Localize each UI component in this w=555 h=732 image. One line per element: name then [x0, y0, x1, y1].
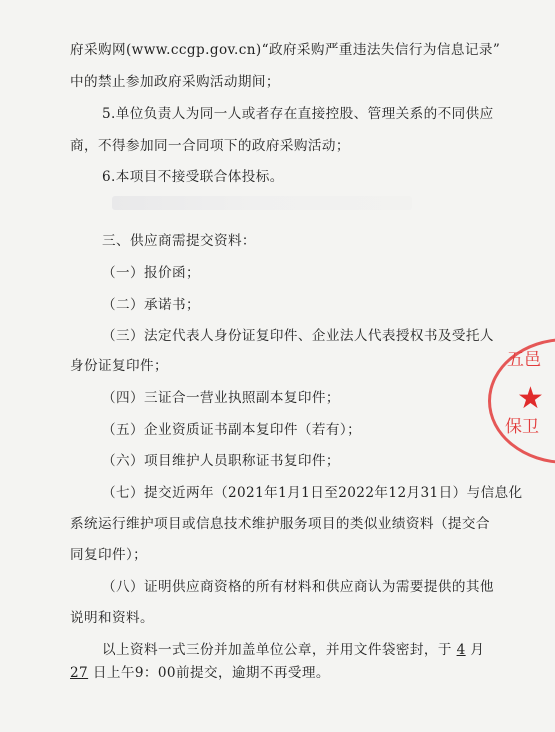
text-line: 6.本项目不接受联合体投标。: [102, 169, 284, 185]
faded-text-smudge: [112, 196, 412, 210]
submission-paragraph-continuation: [70, 664, 330, 682]
list-item: （七）提交近两年（2021年1月1日至2022年12月31日）与信息化: [102, 485, 523, 501]
list-item: （六）项目维护人员职称证书复印件；: [102, 453, 340, 469]
submission-text: 以上资料一式三份并加盖单位公章，并用文件袋密封，于: [102, 642, 452, 658]
text-line: 府采购网(www.ccgp.gov.cn)“政府采购严重违法失信行为信息记录”: [70, 42, 501, 58]
text-line: 中的禁止参加政府采购活动期间；: [70, 74, 280, 90]
list-item: （四）三证合一营业执照副本复印件；: [102, 390, 340, 406]
submission-month-unit: 月: [470, 642, 485, 658]
seal-top-text: 五邑: [507, 350, 541, 370]
submission-month: 4: [456, 642, 466, 658]
list-item-continuation: 身份证复印件；: [70, 358, 168, 374]
text-line: 5.单位负责人为同一人或者存在直接控股、管理关系的不同供应: [102, 106, 494, 122]
submission-deadline: 日上午9：00前提交，逾期不再受理。: [92, 665, 330, 681]
list-item: （八）证明供应商资格的所有材料和供应商认为需要提供的其他: [102, 579, 494, 595]
list-item: （一）报价函；: [102, 265, 200, 281]
list-item-continuation: 说明和资料。: [70, 610, 154, 626]
text-line: 商，不得参加同一合同项下的政府采购活动；: [70, 138, 350, 154]
list-item-continuation: 系统运行维护项目或信息技术维护服务项目的类似业绩资料（提交合: [70, 516, 490, 532]
submission-day: 27: [70, 665, 89, 681]
list-item: （五）企业资质证书副本复印件（若有）；: [102, 422, 362, 438]
list-item-continuation: 同复印件）；: [70, 547, 148, 563]
seal-star-icon: ★: [517, 381, 544, 416]
submission-paragraph: [102, 641, 484, 659]
section-heading: 三、供应商需提交资料：: [102, 233, 256, 249]
list-item: （三）法定代表人身份证复印件、企业法人代表授权书及受托人: [102, 328, 494, 344]
list-item: （二）承诺书；: [102, 297, 200, 313]
seal-bottom-text: 保卫: [505, 417, 539, 437]
